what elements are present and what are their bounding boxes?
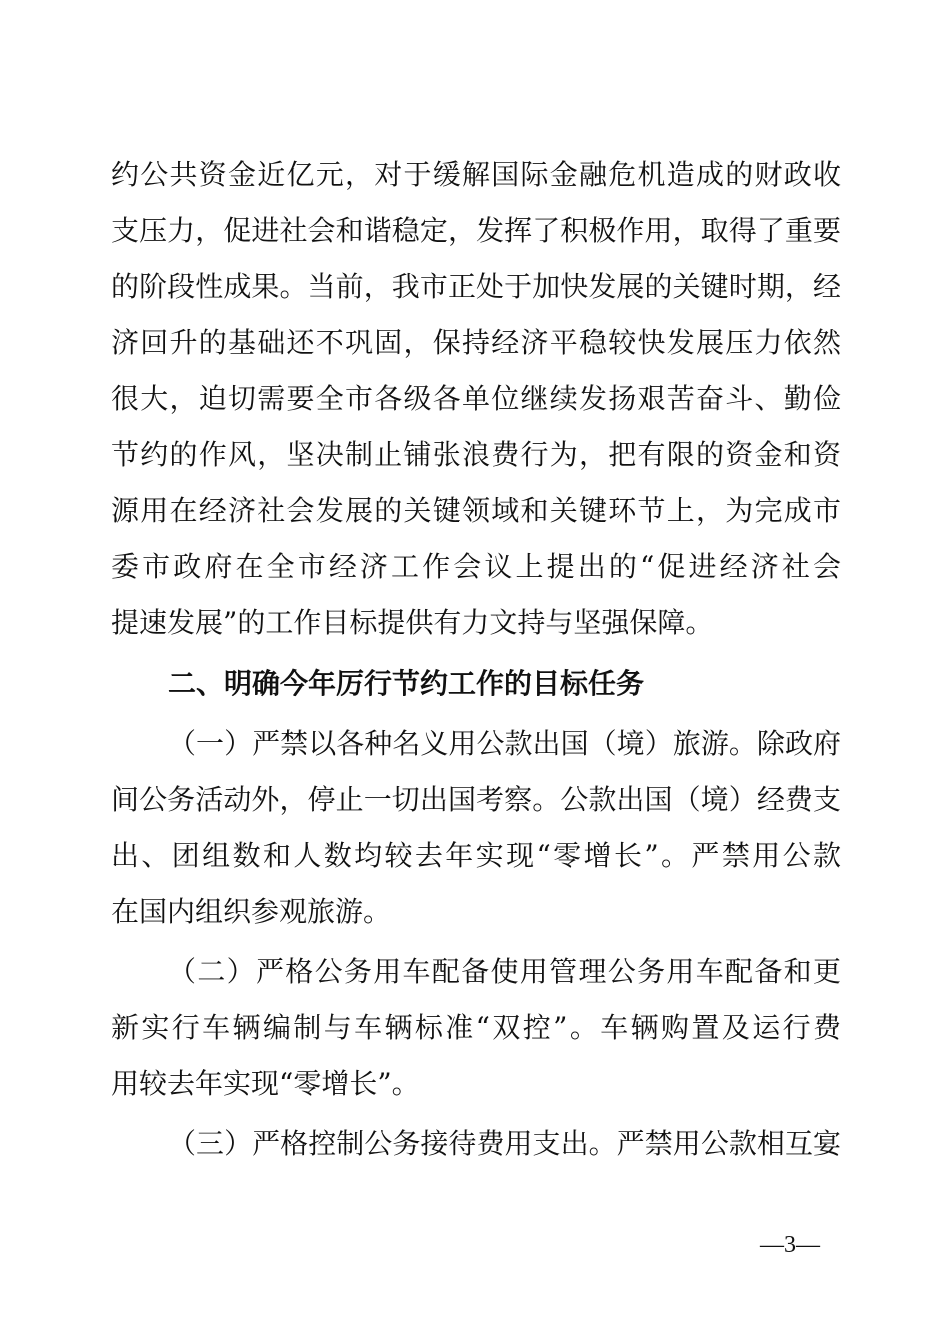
paragraph-line: 很大，迫切需要全市各级各单位继续发扬艰苦奋斗、勤俭	[111, 382, 841, 415]
paragraph-line: 间公务活动外，停止一切出国考察。公款出国（境）经费支	[111, 783, 841, 816]
paragraph-line: （三）严格控制公务接待费用支出。严禁用公款相互宴	[168, 1127, 841, 1160]
paragraph-line: 在国内组织参观旅游。	[111, 895, 392, 928]
paragraph-line: 出、团组数和人数均较去年实现“零增长”。严禁用公款	[111, 839, 841, 872]
paragraph-line: 新实行车辆编制与车辆标准“双控”。车辆购置及运行费	[111, 1011, 841, 1044]
paragraph-line: 约公共资金近亿元，对于缓解国际金融危机造成的财政收	[111, 158, 841, 191]
page-number: —3—	[760, 1232, 820, 1258]
paragraph-line: 委市政府在全市经济工作会议上提出的“促进经济社会	[111, 550, 841, 583]
paragraph-line: （一）严禁以各种名义用公款出国（境）旅游。除政府	[168, 727, 841, 760]
paragraph-line: （二）严格公务用车配备使用管理公务用车配备和更	[168, 955, 841, 988]
paragraph-line: 济回升的基础还不巩固，保持经济平稳较快发展压力依然	[111, 326, 841, 359]
section-heading: 二、明确今年厉行节约工作的目标任务	[168, 667, 645, 700]
paragraph-line: 提速发展”的工作目标提供有力文持与坚强保障。	[111, 606, 714, 639]
paragraph-line: 节约的作风，坚决制止铺张浪费行为，把有限的资金和资	[111, 438, 841, 471]
paragraph-line: 用较去年实现“零增长”。	[111, 1067, 420, 1100]
paragraph-line: 的阶段性成果。当前，我市正处于加快发展的关键时期，经	[111, 270, 841, 303]
paragraph-line: 源用在经济社会发展的关键领域和关键环节上，为完成市	[111, 494, 841, 527]
paragraph-line: 支压力，促进社会和谐稳定，发挥了积极作用，取得了重要	[111, 214, 841, 247]
